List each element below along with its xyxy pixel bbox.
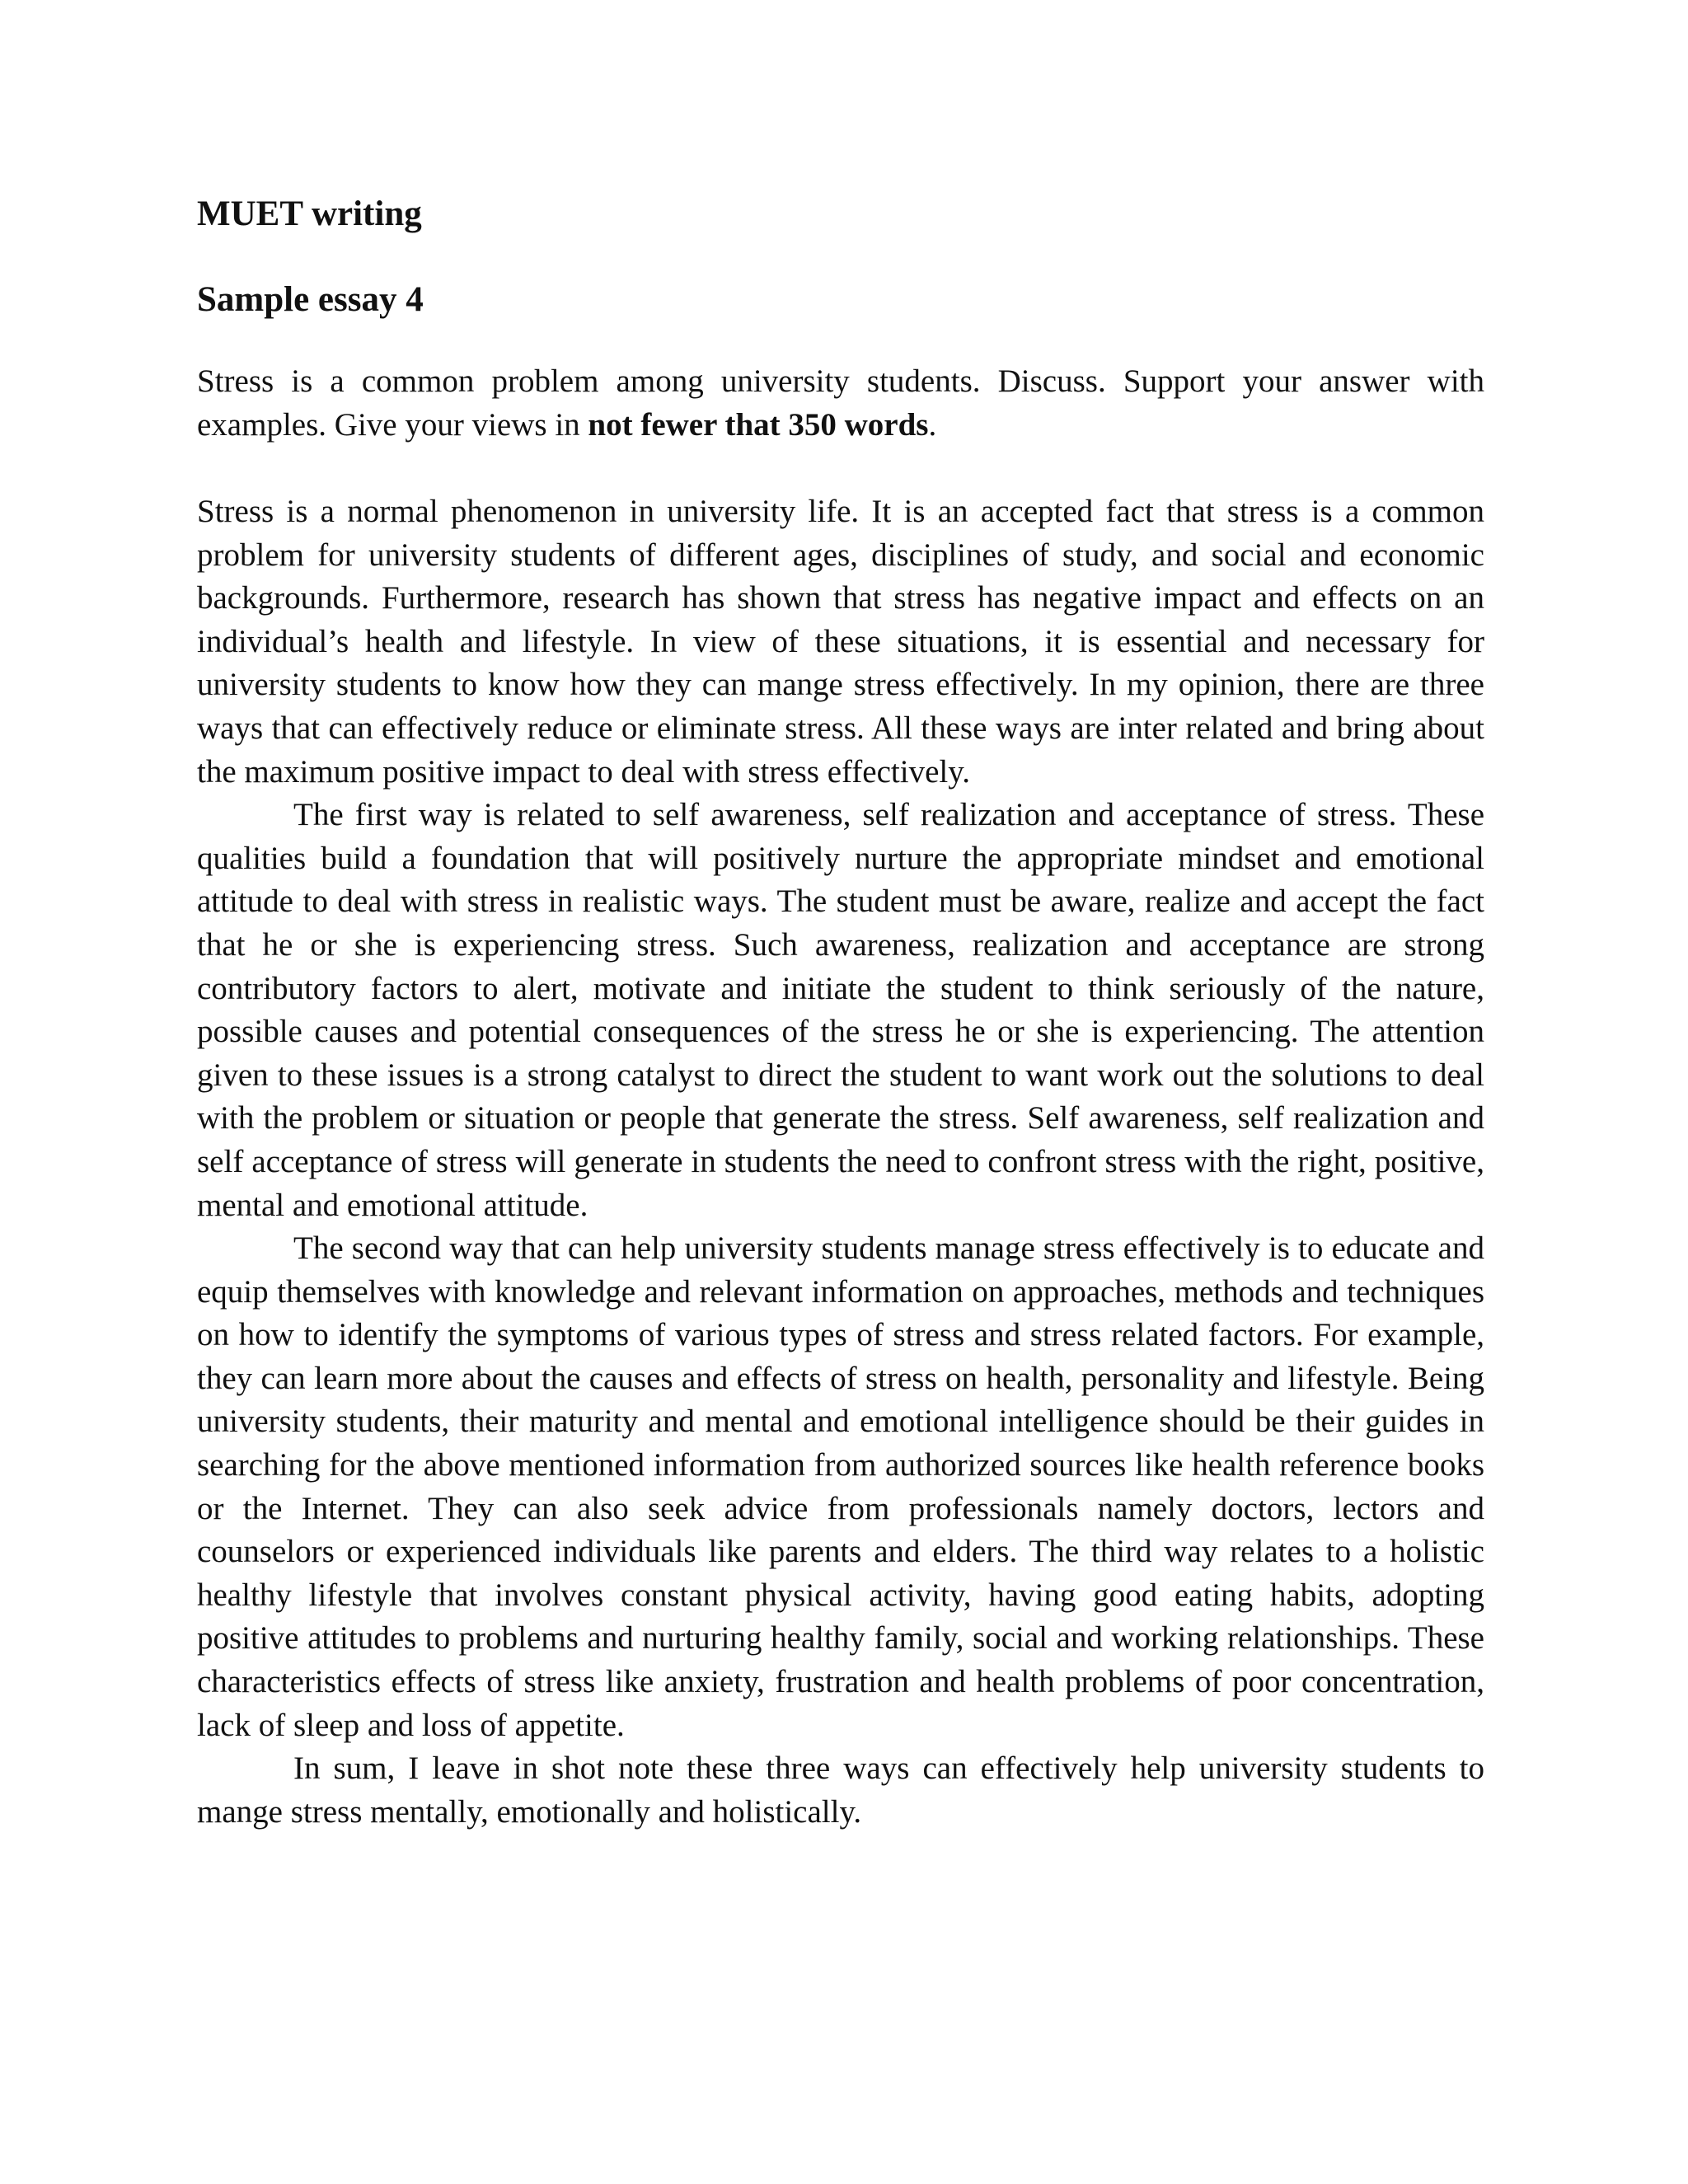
essay-paragraph-intro: Stress is a normal phenomenon in university life. It is an accepted fact that stress is a common problem for university students of different ages, disciplines of study, and social and economic backgrounds. Furthermore, research has shown that stress has negative impact and effects on an individual’s health and lifestyle. In view of these situations, it is essential and necessary for university students to know how they can mange stress effectively. In my opinion, there are three ways that can effectively reduce or eliminate stress. All these ways are inter related and bring about the maximum positive impact to deal with stress effectively. (197, 494, 1484, 790)
prompt-period: . (928, 407, 937, 443)
essay-paragraph-conclusion: In sum, I leave in shot note these three ways can effectively help university students to mange stress mentally, emotionally and holistically. (197, 1750, 1484, 1830)
document-subtitle: Sample essay 4 (197, 280, 424, 319)
prompt-text: Stress is a common problem among university students. Discuss. Support your answer with examples. Give your views in (197, 363, 1484, 443)
essay-paragraph-first-way: The first way is related to self awareness, self realization and acceptance of stress. These qualities build a foundation that will positively nurture the appropriate mindset and emotional attitude to deal with stress in realistic ways. The student must be aware, realize and accept the fact that he or she is experiencing stress. Such awareness, realization and acceptance are strong contributory factors to alert, motivate and initiate the student to think seriously of the nature, possible causes and potential consequences of the stress he or she is experiencing. The attention given to these issues is a strong catalyst to direct the student to want work out the solutions to deal with the problem or situation or people that generate the stress. Self awareness, self realization and self acceptance of stress will generate in students the need to confront stress with the right, positive, mental and emotional attitude. (197, 797, 1484, 1223)
essay-paragraph-second-way: The second way that can help university students manage stress effectively is to educate and equip themselves with knowledge and relevant information on approaches, methods and techniques on how to identify the symptoms of various types of stress and stress related factors. For example, they can learn more about the causes and effects of stress on health, personality and lifestyle. Being university students, their maturity and mental and emotional intelligence should be their guides in searching for the above mentioned information from authorized sources like health reference books or the Internet. They can also seek advice from professionals namely doctors, lectors and counselors or experienced individuals like parents and elders. The third way relates to a holistic healthy lifestyle that involves constant physical activity, having good eating habits, adopting positive attitudes to problems and nurturing healthy family, social and working relationships. These characteristics effects of stress like anxiety, frustration and health problems of poor concentration, lack of sleep and loss of appetite. (197, 1230, 1484, 1743)
prompt-word-count: not fewer that 350 words (588, 407, 929, 443)
document-title: MUET writing (197, 194, 422, 233)
essay-body (197, 490, 1484, 1834)
document-body (197, 190, 1484, 1834)
essay-prompt (197, 359, 1484, 447)
